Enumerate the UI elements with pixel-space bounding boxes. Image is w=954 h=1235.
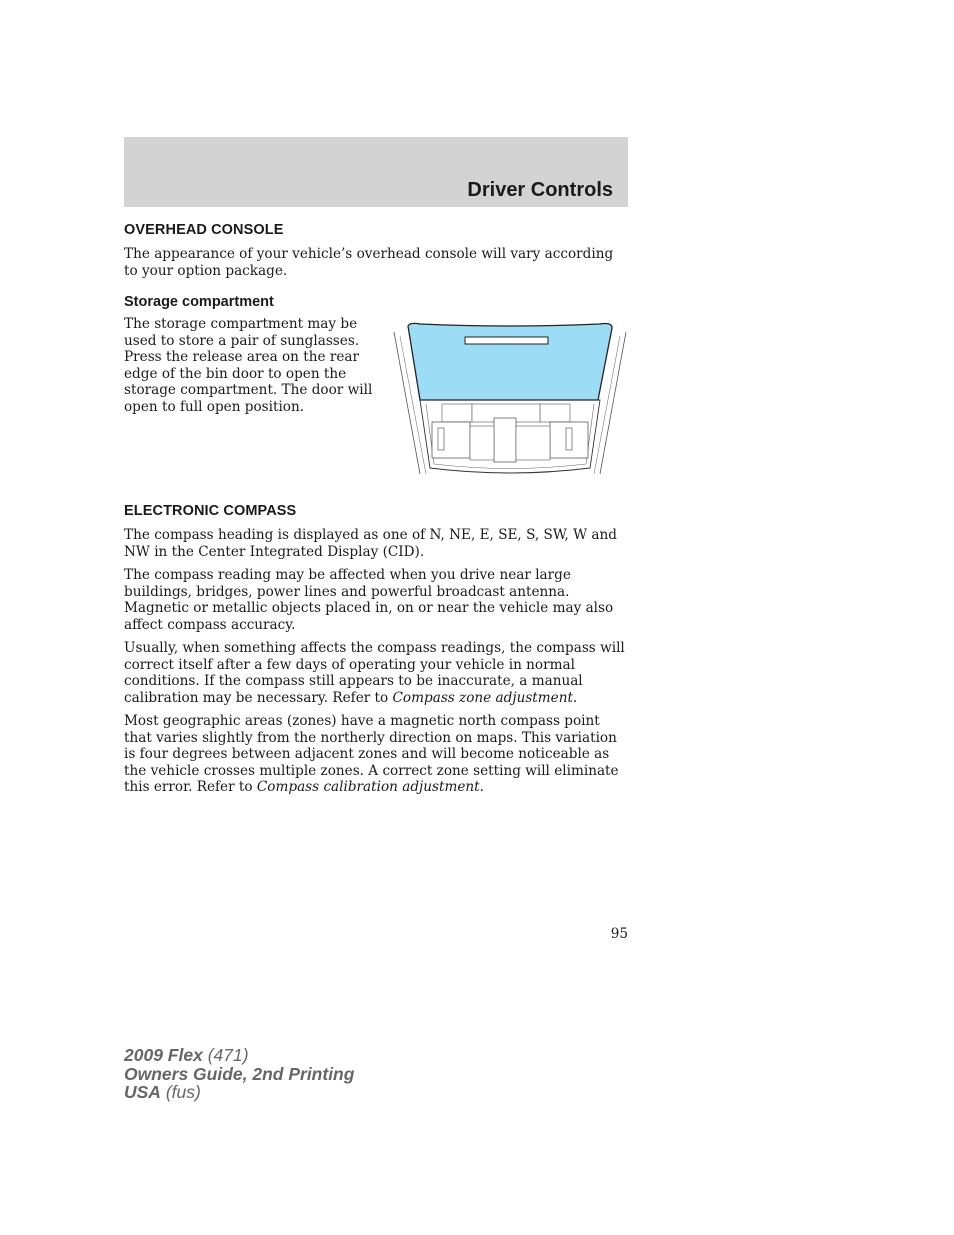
compass-paragraph-1: The compass heading is displayed as one of N, NE, E, SE, S, SW, W and NW in the Center Integrated Display (CID).: [124, 527, 617, 560]
document-footer: [124, 1046, 354, 1102]
storage-compartment-body: The storage compartment may be used to store a pair of sunglasses. Press the release area on the rear edge of the bin door to open the storage compartment. The door will open to full open position.: [124, 316, 373, 415]
footer-line-3: [124, 1083, 354, 1102]
footer-line-1: [124, 1046, 354, 1065]
compass-paragraph-4-end: .: [479, 779, 484, 795]
footer-guide-edition: Owners Guide, 2nd Printing: [124, 1063, 355, 1084]
footer-market: USA: [124, 1082, 161, 1102]
compass-paragraph-3-end: .: [572, 689, 578, 706]
storage-bin-door-highlight: [408, 323, 612, 400]
compass-paragraph-3-text: Usually, when something affects the compass readings, the compass will correct itself after a few days of operating your vehicle in normal conditions. If the compass still appears to be inaccurate, a manual calibration may be necessary. Refer to: [124, 640, 625, 706]
storage-compartment-heading: Storage compartment: [124, 294, 274, 310]
footer-model-code: (471): [207, 1045, 249, 1065]
compass-paragraph-3: [124, 640, 630, 706]
section-header-band: [124, 137, 628, 207]
compass-paragraph-2: The compass reading may be affected when you drive near large buildings, bridges, power lines and powerful broadcast antenna. Magnetic or metallic objects placed in, on or near the vehicle may also affect compass accuracy.: [124, 567, 614, 633]
compass-paragraph-4: [124, 713, 630, 796]
footer-market-code: (fus): [165, 1082, 201, 1102]
compass-paragraph-4-text: Most geographic areas (zones) have a magnetic north compass point that varies slightly from the northerly direction on maps. This variation is four degrees between adjacent zones and will become noticeable as the vehicle crosses multiple zones. A correct zone setting will eliminate this error. Refer to: [124, 713, 619, 795]
overhead-console-heading: OVERHEAD CONSOLE: [124, 222, 284, 238]
compass-calibration-adjustment-reference: Compass calibration adjustment: [256, 779, 480, 795]
overhead-console-illustration: [390, 318, 630, 478]
footer-model: 2009 Flex: [124, 1045, 203, 1065]
page-number: 95: [610, 926, 628, 942]
footer-line-2: [124, 1065, 354, 1084]
bin-release-area: [465, 337, 548, 344]
electronic-compass-heading: ELECTRONIC COMPASS: [124, 503, 297, 519]
overhead-console-intro: The appearance of your vehicle’s overhead console will vary according to your option package.: [124, 246, 614, 279]
section-title: Driver Controls: [467, 179, 613, 201]
compass-zone-adjustment-reference: Compass zone adjustment: [392, 689, 573, 706]
